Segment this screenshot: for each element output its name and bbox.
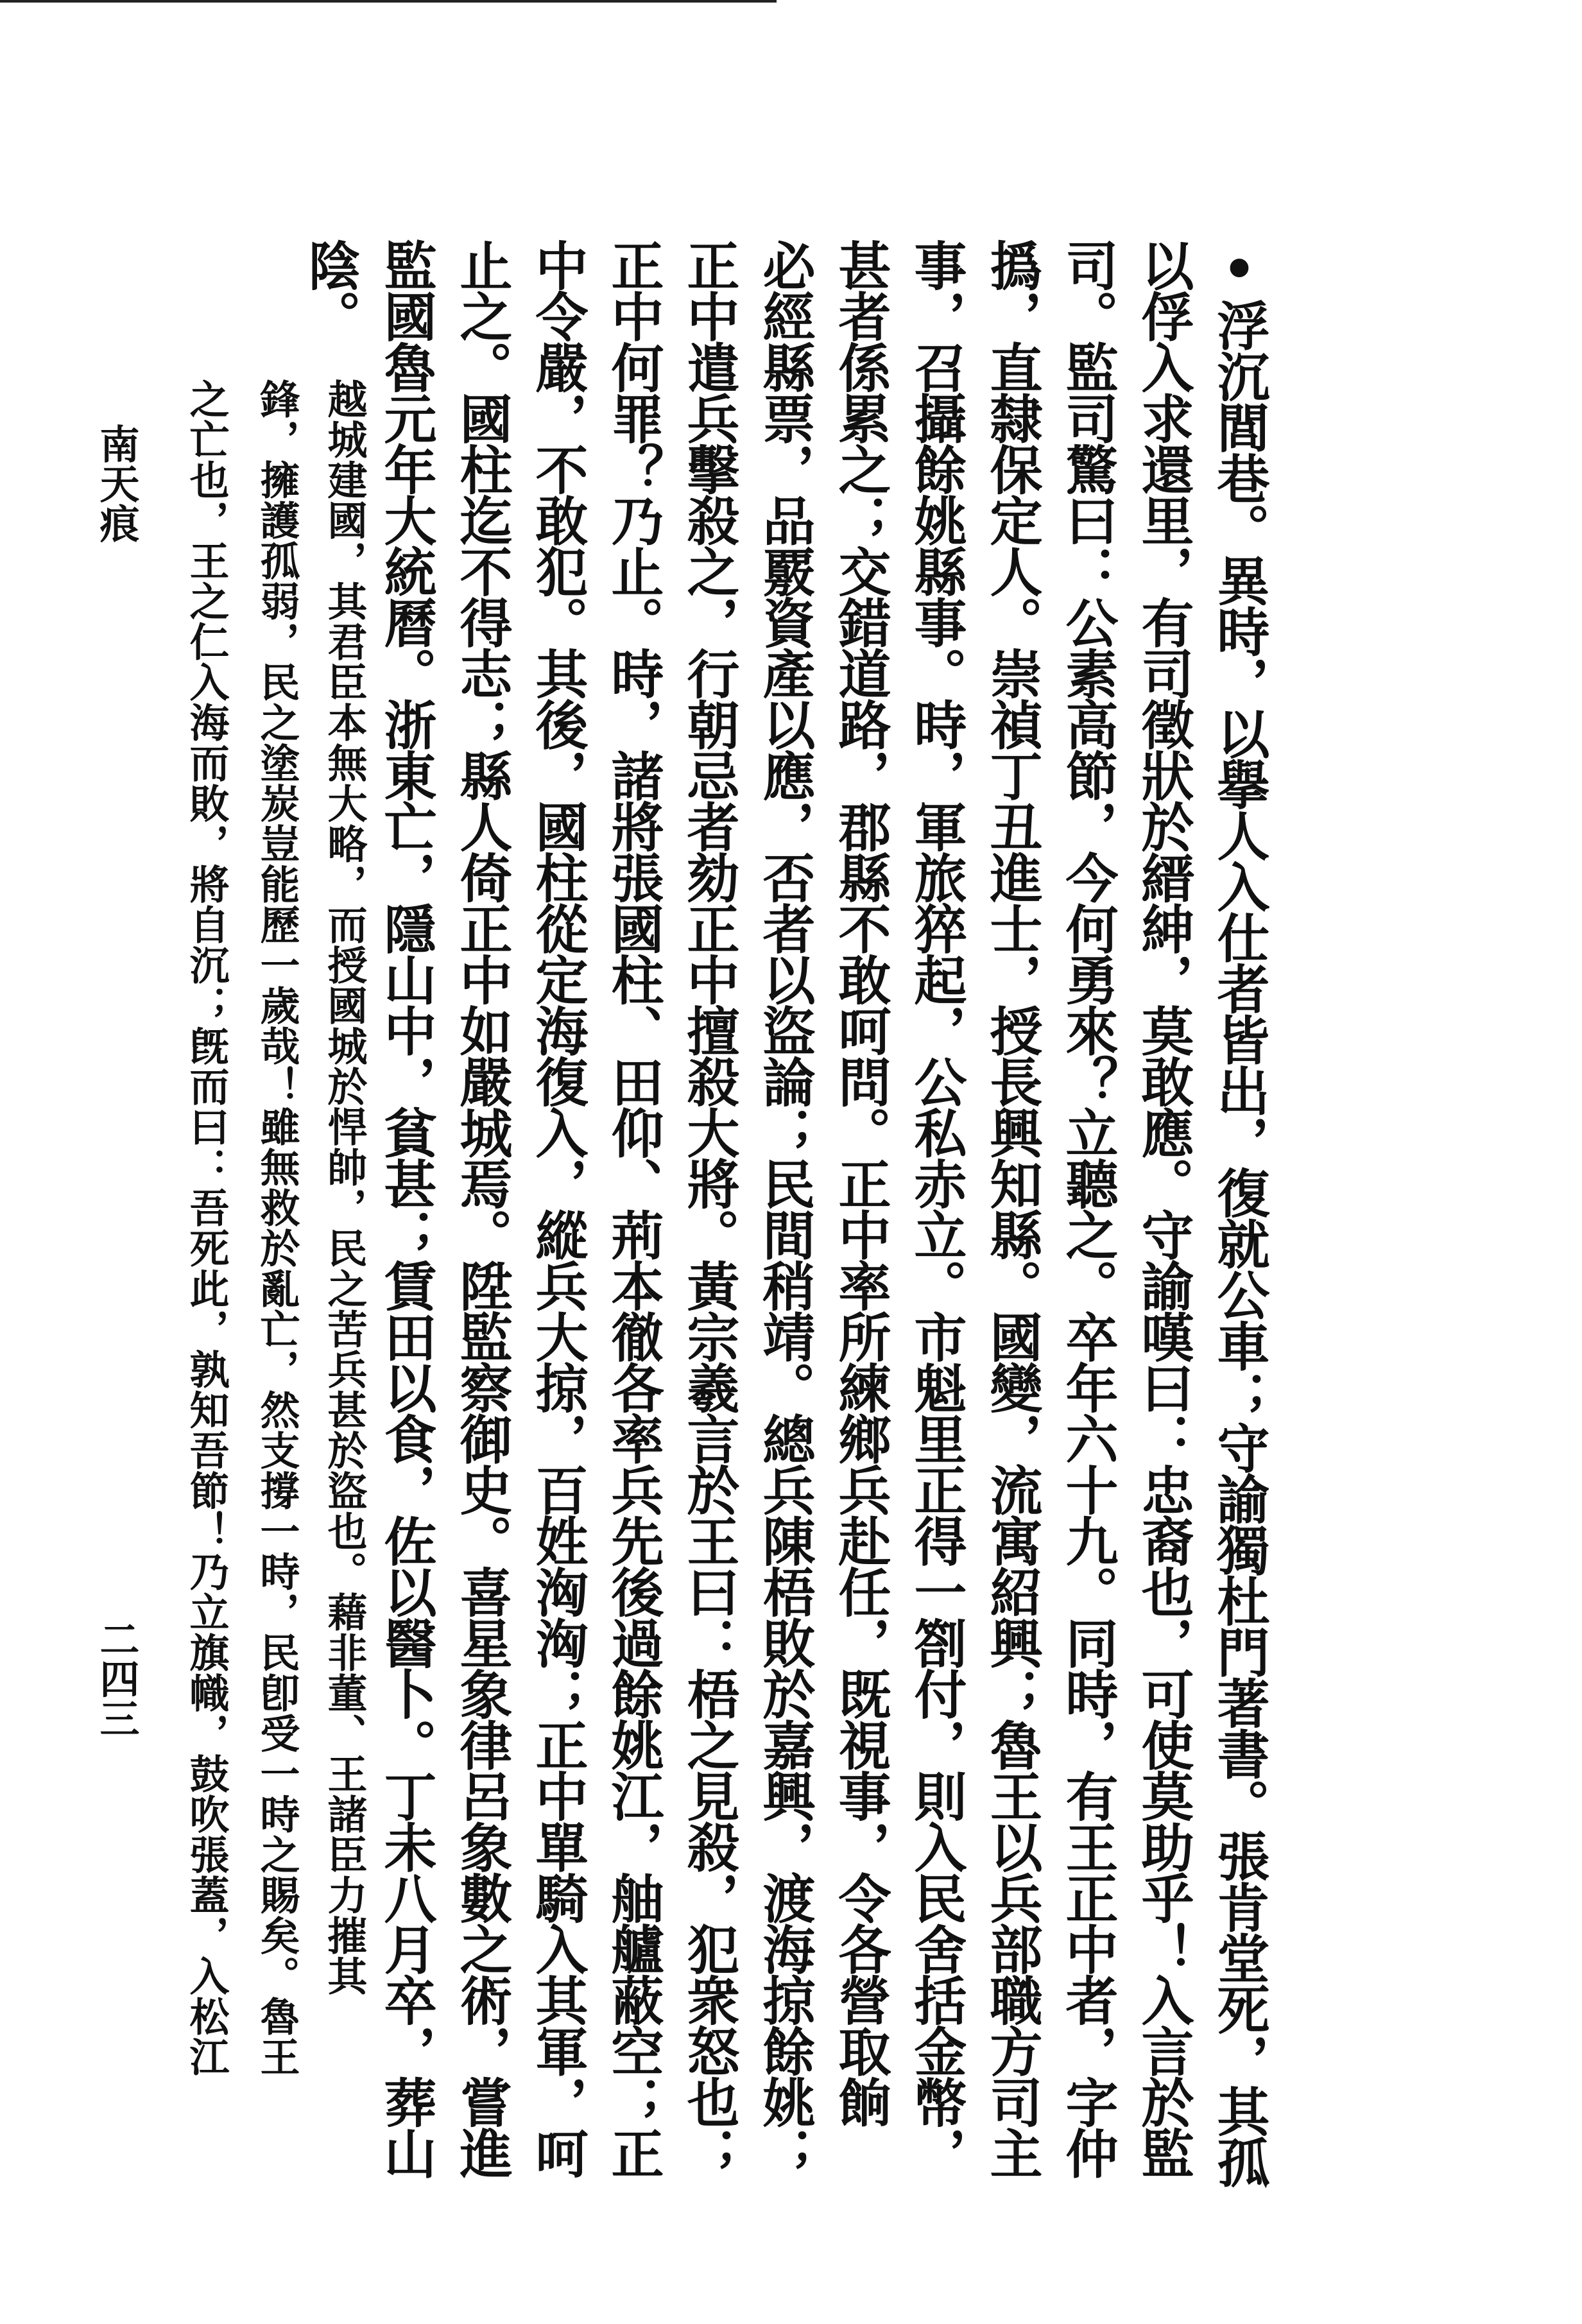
main-text-line: 中令嚴，不敢犯。其後，國柱從定海復入，縱兵大掠，百姓洶洶；正中單騎入其軍，呵 <box>527 239 589 2178</box>
main-text-line: 必經縣票，品覈資產以應，否者以盜論；民間稍靖。總兵陳梧敗於嘉興，渡海掠餘姚； <box>754 239 816 2178</box>
main-text-line: 陰。 <box>300 239 361 341</box>
commentary-line: 鋒，擁護孤弱，民之塗炭豈能歷一歲哉！雖無救於亂亡，然支撐一時，民卽受一時之賜矣。魯王 <box>254 379 300 2077</box>
main-text-line: 司。監司驚曰：公素高節，今何勇來？立聽之。卒年六十九。同時，有王正中者，字仲 <box>1057 239 1119 2178</box>
page-number: 二四三 <box>93 1619 140 1738</box>
main-text-line: 撝，直隸保定人。崇禎丁丑進士，授長興知縣。國變，流寓紹興；魯王以兵部職方司主 <box>981 239 1043 2178</box>
commentary-line: 越城建國，其君臣本無大略，而授國城於悍帥，民之苦兵甚於盜也。藉非董、王諸臣力摧其 <box>321 379 368 1996</box>
main-text-line: 止之。國柱迄不得志；縣人倚正中如嚴城焉。陞監察御史。喜星象律呂象數之術，嘗進 <box>451 239 513 2178</box>
commentary-line: 之亡也，王之仁入海而敗，將自沉；旣而曰：吾死此，孰知吾節！乃立旗幟，鼓吹張蓋，入松江 <box>183 379 230 2077</box>
main-text-line: 監國魯元年大統曆。浙東亡，隱山中，貧甚；賃田以食，佐以醫卜。丁未八月卒，葬山 <box>375 239 437 2178</box>
top-rule <box>0 0 777 3</box>
main-text-line: 事，召攝餘姚縣事。時，軍旅猝起，公私赤立。市魁里正得一劄付，則入民舍括金幣， <box>906 239 967 2178</box>
main-text-line: 正中遣兵擊殺之，行朝忌者劾正中擅殺大將。黃宗羲言於王曰：梧之見殺，犯衆怒也； <box>678 239 740 2178</box>
main-text-line: 甚者係累之；交錯道路，郡縣不敢呵問。正中率所練鄉兵赴任，既視事，令各營取餉 <box>830 239 891 2127</box>
main-text-line: 以俘入求還里，有司徵狀於縉紳，莫敢應。守諭嘆曰：忠裔也，可使莫助乎！入言於監 <box>1133 239 1194 2178</box>
main-text-line: •浮沉閭巷。異時，以擧人入仕者皆出，復就公車；守諭獨杜門著書。張肯堂死，其孤 <box>1208 239 1270 2187</box>
book-title: 南天痕 <box>93 424 140 543</box>
main-text-line: 正中何罪？乃止。時，諸將張國柱、田仰、荊本徹各率兵先後過餘姚江，舳艫蔽空；正 <box>603 239 664 2178</box>
